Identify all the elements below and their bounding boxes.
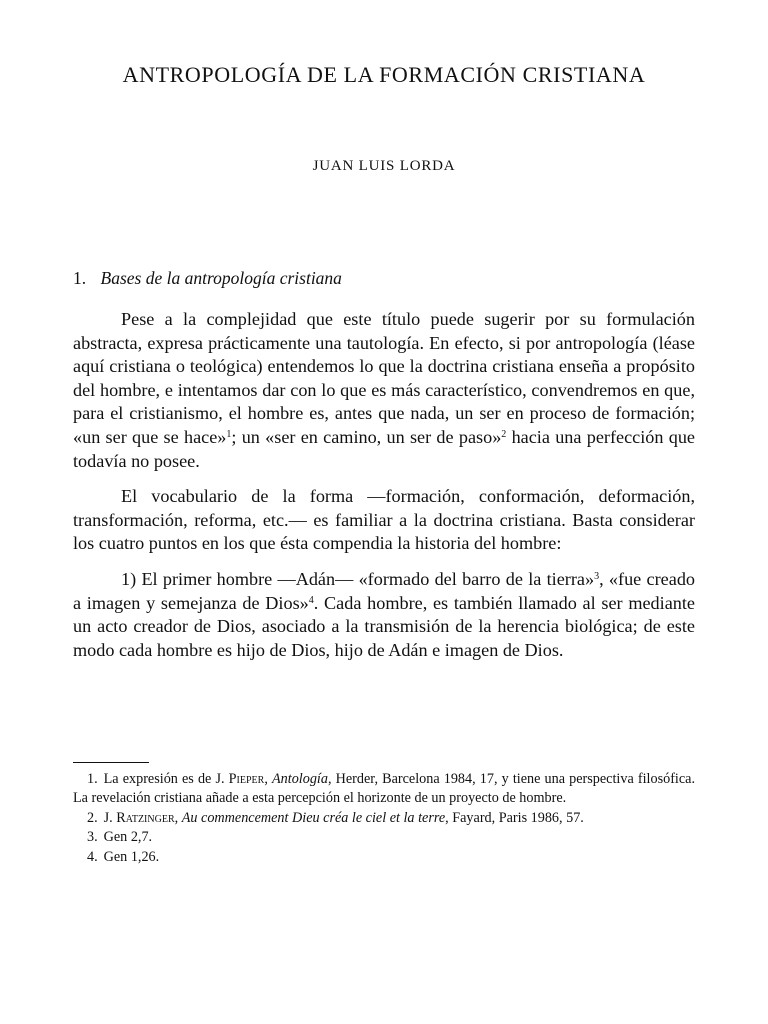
paragraph-3-text-b: , «fue creado a imagen y semejanza de Dios»	[73, 568, 696, 613]
footnote-3-number: 3.	[87, 829, 98, 846]
section-number: 1.	[73, 268, 87, 288]
footnote-4-number: 4.	[87, 848, 98, 865]
paragraph-3-text-c: . Cada hombre, es también llamado al ser mediante un acto creador de Dios, asociado a la transmisión de la herencia biológica; de este modo cada hombre es hijo de Dios, hijo de Adán e imagen de Dios.	[73, 592, 695, 660]
paragraph-1	[73, 308, 695, 473]
footnote-3	[73, 828, 695, 847]
footnote-ref-2: 2	[501, 428, 507, 440]
paragraph-1-text-a: Pese a la complejidad que este título puede sugerir por su formulación abstracta, expresa prácticamente una tautología. En efecto, si por antropología (léase aquí cristiana o teológica) entendemos lo que la doctrina cristiana enseña a propósito del hombre, e intentamos dar con lo que es más característico, convendremos en que, para el cristianismo, el hombre es, antes que nada, un ser en proceso de formación; «un ser que se hace»	[73, 309, 695, 447]
footnote-4	[73, 848, 695, 867]
footnote-1-text-c: , Herder, Barcelona 1984, 17, y tiene una perspectiva filosófica. La revelación cristiana añade a esta percepción el horizonte de un proyecto de hombre.	[73, 771, 695, 807]
footnote-4-text: Gen 1,26.	[103, 848, 160, 865]
section-heading	[73, 268, 342, 289]
footnote-2-text-c: , Fayard, Paris 1986, 57.	[445, 809, 584, 826]
footnote-2-author: Ratzinger	[116, 809, 175, 826]
paragraph-3-text-a: 1) El primer hombre —Adán— «formado del barro de la tierra»	[121, 568, 595, 589]
paragraph-3	[73, 568, 695, 662]
footnote-1-author: Pieper	[228, 771, 265, 787]
footnote-1-text-b: ,	[264, 771, 272, 787]
footnote-3-text: Gen 2,7.	[103, 829, 153, 846]
footnote-divider	[73, 762, 149, 763]
footnote-ref-4: 4	[308, 594, 314, 606]
section-title: Bases de la antropología cristiana	[100, 268, 342, 288]
footnote-1-text-a: La expresión es de J.	[103, 771, 229, 787]
footnote-ref-3: 3	[594, 570, 600, 582]
paragraph-1-text-b: ; un «ser en camino, un ser de paso»	[231, 426, 502, 447]
article-title: ANTROPOLOGÍA DE LA FORMACIÓN CRISTIANA	[122, 62, 646, 87]
footnotes	[73, 770, 695, 867]
footnote-1	[73, 770, 695, 809]
body-text	[73, 308, 695, 674]
footnote-2-number: 2.	[87, 809, 98, 826]
footnote-2-text-a: J.	[103, 809, 117, 826]
author-name: JUAN LUIS LORDA	[312, 158, 456, 174]
footnote-2-work: Au commencement Dieu créa le ciel et la terre	[181, 809, 446, 826]
footnote-1-number: 1.	[87, 771, 98, 787]
footnote-1-work: Antología	[272, 771, 328, 787]
paragraph-2: El vocabulario de la forma —formación, conformación, deformación, transformación, reforma, etc.— es familiar a la doctrina cristiana. Basta considerar los cuatro puntos en los que ésta compendia la historia del hombre:	[73, 486, 695, 554]
paragraph-1-text-c: hacia una perfección que todavía no posee.	[73, 426, 695, 471]
footnote-ref-1: 1	[226, 428, 232, 440]
footnote-2-text-b: ,	[174, 809, 182, 826]
footnote-2	[73, 809, 695, 828]
